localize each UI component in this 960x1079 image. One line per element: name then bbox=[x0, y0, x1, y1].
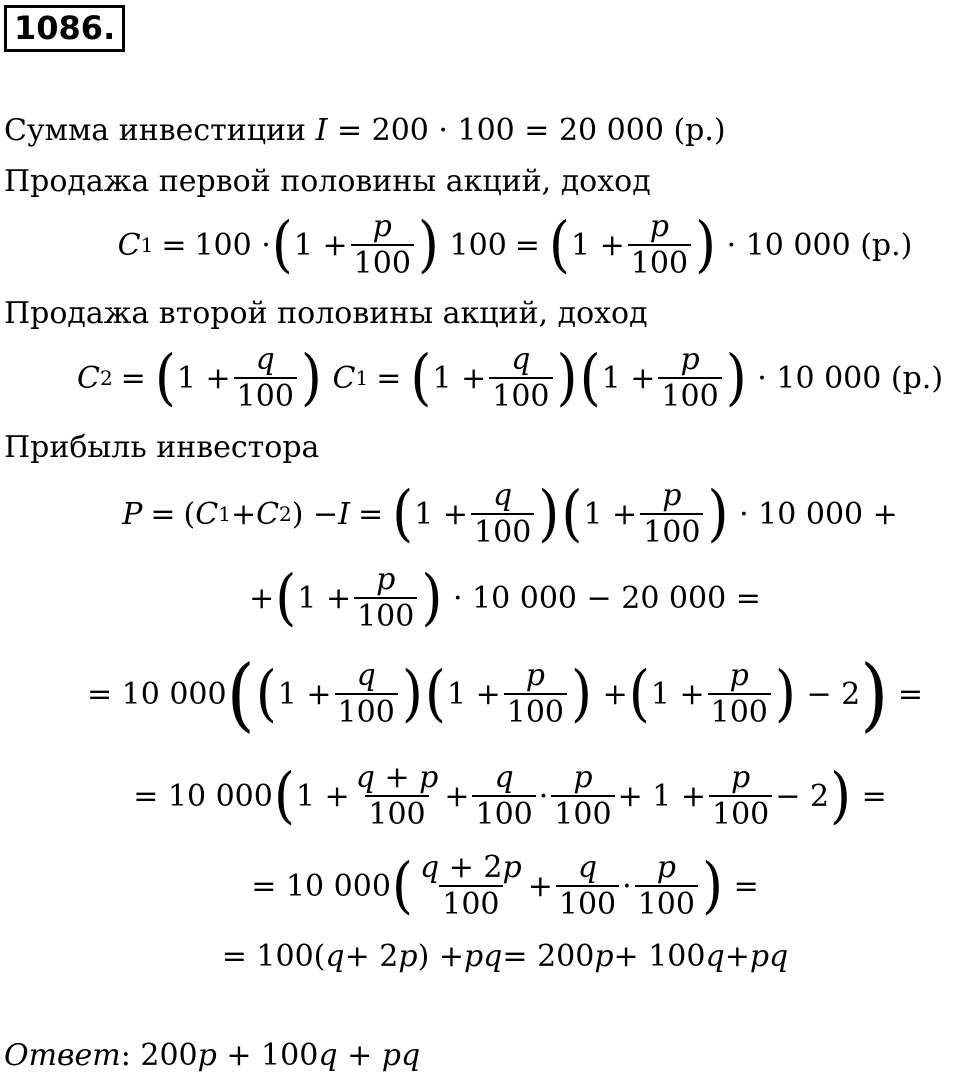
problem-number: 1086. bbox=[4, 5, 125, 52]
formula-profit-6: = 100( q + 2 p ) + pq = 200 p + 100 q + pq bbox=[221, 938, 789, 974]
formula-profit-5: = 10 000 ( $\frac{q + 2p}{100}$ + $\frac{q}{100}$ · $\frac{p}{100}$ ) = bbox=[251, 849, 759, 922]
second-half-label: Продажа второй половины акций, доход bbox=[4, 296, 648, 331]
investment-label: Сумма инвестиции bbox=[4, 113, 307, 148]
formula-profit-2: + ( 1 + $\frac{p}{100}$ ) · 10 000 − 20 000 = bbox=[249, 561, 761, 634]
formula-profit-1: P = ( C 1 + C 2 ) − I = ( 1 + $\frac{q}{100}$ ) ( 1 + $\frac{p}{100}$ ) · 10 000 + bbox=[122, 477, 898, 550]
formula-profit-3: = 10 000 ( ( 1 + $\frac{q}{100}$ ) ( 1 + $\frac{p}{100}$ ) + ( 1 + $\frac{p}{100}$ ) − 2 ) = bbox=[86, 647, 924, 741]
formula-c1: C 1 = 100 · ( 1 + $\frac{p}{100}$ ) 100 = ( 1 + $\frac{p}{100}$ ) · 10 000 (р.) bbox=[117, 208, 913, 281]
investment-formula: I = 200 · 100 = 20 000 (р.) bbox=[315, 113, 726, 148]
formula-c2: C 2 = ( 1 + $\frac{q}{100}$ ) C 1 = ( 1 + $\frac{q}{100}$ ) ( 1 + $\frac{p}{100}$ ) · 10 000 (р.) bbox=[76, 341, 944, 414]
answer-label: Ответ bbox=[4, 1038, 121, 1073]
profit-label: Прибыль инвестора bbox=[4, 430, 320, 465]
answer-line: Ответ: 200p + 100q + pq bbox=[4, 1038, 421, 1073]
formula-profit-4: = 10 000 ( 1 + $\frac{q + p}{100}$ + $\frac{q}{100}$ · $\frac{p}{100}$ + 1 + $\frac{p}{100}$ − 2 ) = bbox=[133, 759, 887, 832]
investment-line bbox=[4, 111, 726, 151]
first-half-label: Продажа первой половины акций, доход bbox=[4, 164, 651, 199]
